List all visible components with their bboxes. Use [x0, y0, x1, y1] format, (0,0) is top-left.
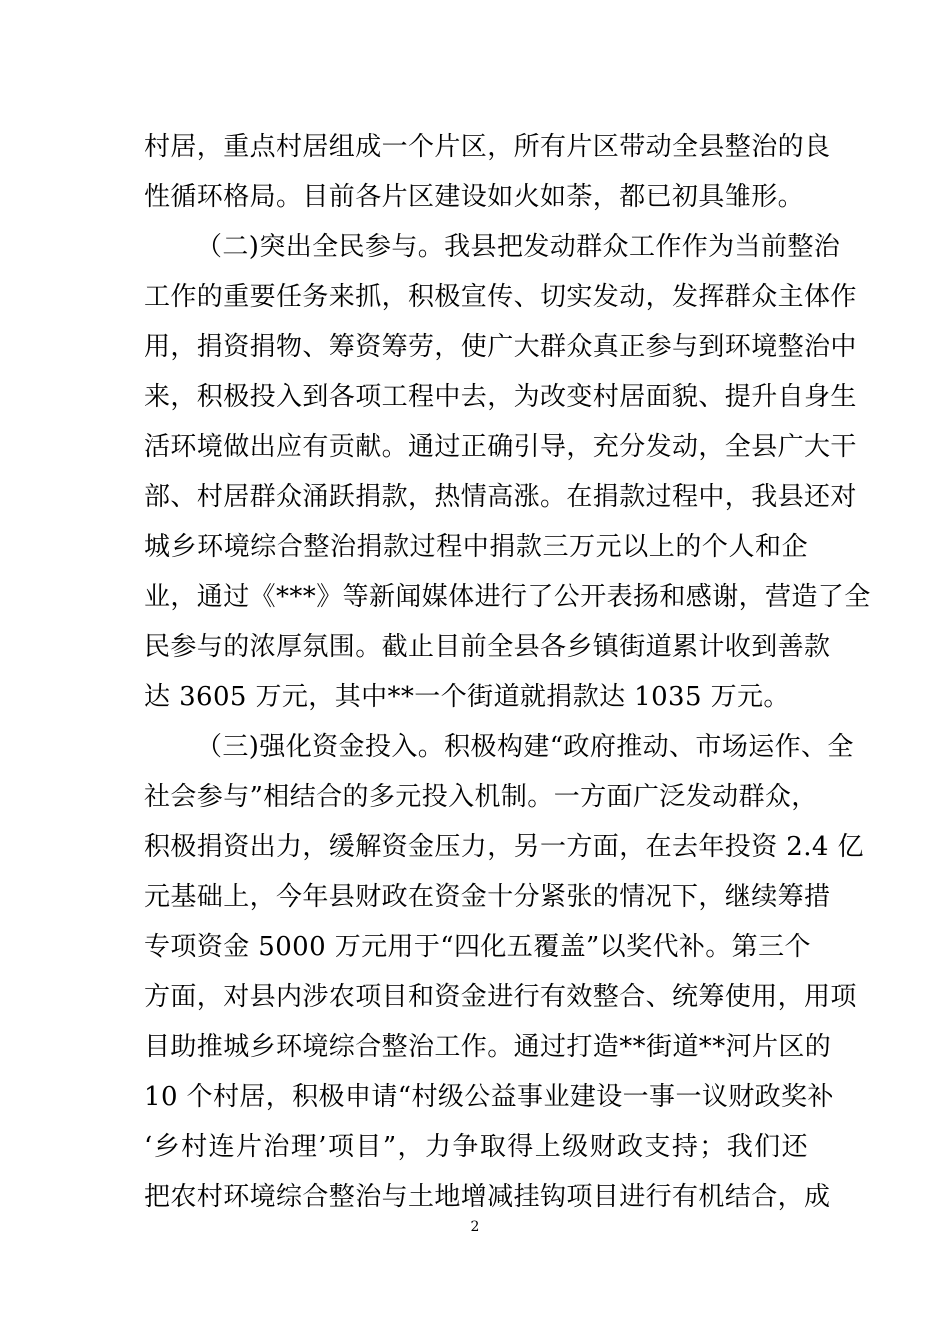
text-line: 目助推城乡环境综合整治工作。通过打造**街道**河片区的: [144, 1032, 832, 1062]
text-line: 工作的重要任务来抓，积极宣传、切实发动，发挥群众主体作: [144, 282, 857, 312]
text-line: 用，捐资捐物、筹资筹劳，使广大群众真正参与到环境整治中: [144, 332, 857, 362]
text-line: （三)强化资金投入。积极构建“政府推动、市场运作、全: [196, 732, 854, 762]
text-line: 性循环格局。目前各片区建设如火如荼，都已初具雏形。: [144, 182, 805, 212]
text-line: ‘乡村连片治理’项目”，力争取得上级财政支持；我们还: [144, 1132, 808, 1162]
text-line: 社会参与”相结合的多元投入机制。一方面广泛发动群众，: [144, 782, 818, 812]
text-line: 10 个村居，积极申请“村级公益事业建设一事一议财政奖补: [144, 1082, 834, 1112]
text-line: 活环境做出应有贡献。通过正确引导，充分发动，全县广大干: [144, 432, 857, 462]
text-line: 部、村居群众涌跃捐款，热情高涨。在捐款过程中，我县还对: [144, 482, 857, 512]
text-line: 业，通过《***》等新闻媒体进行了公开表扬和感谢，营造了全: [144, 582, 871, 612]
text-line: 达 3605 万元，其中**一个街道就捐款达 1035 万元。: [144, 682, 790, 712]
text-line: 元基础上，今年县财政在资金十分紧张的情况下，继续筹措: [144, 882, 831, 912]
text-line: （二)突出全民参与。我县把发动群众工作作为当前整治: [196, 232, 841, 262]
text-line: 民参与的浓厚氛围。截止目前全县各乡镇街道累计收到善款: [144, 632, 831, 662]
text-line: 专项资金 5000 万元用于“四化五覆盖”以奖代补。第三个: [144, 932, 811, 962]
text-line: 积极捐资出力，缓解资金压力，另一方面，在去年投资 2.4 亿: [144, 832, 864, 862]
page-number: 2: [470, 1219, 480, 1235]
text-line: 把农村环境综合整治与土地增减挂钩项目进行有机结合，成: [144, 1182, 831, 1212]
text-line: 村居，重点村居组成一个片区，所有片区带动全县整治的良: [144, 132, 831, 162]
text-line: 来，积极投入到各项工程中去，为改变村居面貌、提升自身生: [144, 382, 857, 412]
text-line: 方面，对县内涉农项目和资金进行有效整合、统筹使用，用项: [144, 982, 857, 1012]
text-line: 城乡环境综合整治捐款过程中捐款三万元以上的个人和企: [144, 532, 808, 562]
